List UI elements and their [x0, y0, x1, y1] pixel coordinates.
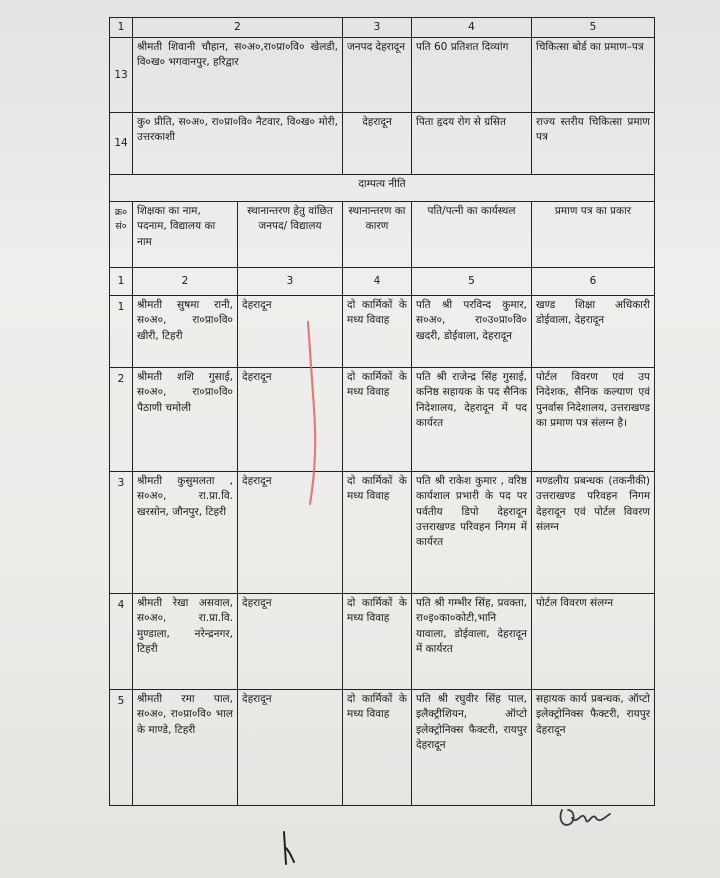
- bottom-col-number-4: 4: [343, 268, 412, 296]
- header-desired: स्थानान्तरण हेतु वांछित जनपद/ विद्यालय: [238, 202, 343, 268]
- bottom-col-number-6: 6: [532, 268, 655, 296]
- desired-district: देहरादून: [238, 594, 343, 690]
- desired-district: देहरादून: [238, 690, 343, 806]
- table-row: [110, 368, 655, 472]
- spouse-workplace: पति श्री राजेन्द्र सिंह गुसाई, कनिष्ठ सहायक के पद सैनिक निदेशालय, देहरादून में पद कार्यरत: [412, 368, 532, 472]
- teacher-name: श्रीमती रमा पाल, स०अ०, रा०प्रा०वि० भाल के माण्डे, टिहरी: [133, 690, 238, 806]
- header-name: शिक्षका का नाम, पदनाम, विद्यालय का नाम: [133, 202, 238, 268]
- desired-district: देहरादून: [238, 296, 343, 368]
- transfer-reason: दो कार्मिकों के मध्य विवाह: [343, 296, 412, 368]
- transfer-reason: दो कार्मिकों के मध्य विवाह: [343, 368, 412, 472]
- spouse-workplace: पति श्री परविन्द कुमार, स०अ०, रा०उ०प्रा०वि० खदरी, डोईवाला, देहरादून: [412, 296, 532, 368]
- bottom-col-number-row: [110, 268, 655, 296]
- row-serial: 5: [110, 690, 133, 806]
- row-serial: 4: [110, 594, 133, 690]
- certificate-type: पोर्टल विवरण एवं उप निदेशक, सैनिक कल्याण एवं पुनर्वास निदेशालय, उत्तराखण्ड का प्रमाण पत्र संलग्न है।: [532, 368, 655, 472]
- table-row: [110, 594, 655, 690]
- bottom-col-number-5: 5: [412, 268, 532, 296]
- top-col-number-2: 2: [133, 18, 343, 38]
- row-serial: 3: [110, 472, 133, 594]
- district: जनपद देहरादून: [343, 38, 412, 113]
- bottom-col-number-3: 3: [238, 268, 343, 296]
- row-serial: 2: [110, 368, 133, 472]
- table-row: [110, 472, 655, 594]
- row-serial: 14: [110, 113, 133, 175]
- spouse-workplace: पति श्री रघुवीर सिंह पाल, इलैक्ट्रीशियन, ऑप्टो इलेक्ट्रोनिक्स फैक्टरी, रायपुर देहरादून: [412, 690, 532, 806]
- certificate-type: पोर्टल विवरण संलग्न: [532, 594, 655, 690]
- top-col-number-1: 1: [110, 18, 133, 38]
- row-serial: 1: [110, 296, 133, 368]
- bottom-header-row: [110, 202, 655, 268]
- section-title-row: [110, 175, 655, 202]
- teacher-name: श्रीमती शशि गुसाई, स०अ०, रा०प्रा०वि० पैठाणी चमोली: [133, 368, 238, 472]
- certificate-type: खण्ड शिक्षा अधिकारी डोईवाला, देहरादून: [532, 296, 655, 368]
- table-row: [110, 296, 655, 368]
- district: देहरादून: [343, 113, 412, 175]
- top-col-number-row: [110, 18, 655, 38]
- row-serial: 13: [110, 38, 133, 113]
- teacher-name: श्रीमती कुसुमलता , स०अ०, रा.प्रा.वि. खरसोन, जौनपुर, टिहरी: [133, 472, 238, 594]
- red-pen-mark: [296, 318, 326, 508]
- desired-district: देहरादून: [238, 368, 343, 472]
- pen-mark: [276, 828, 300, 868]
- certificate: चिकित्सा बोर्ड का प्रमाण–पत्र: [532, 38, 655, 113]
- teacher-name: कु० प्रीति, स०अ०, रा०प्रा०वि० नैटवार, वि०ख० मोरी, उत्तरकाशी: [133, 113, 343, 175]
- transfer-table: [109, 17, 655, 806]
- section-title: दाम्पत्य नीति: [110, 175, 655, 202]
- table-row: [110, 690, 655, 806]
- teacher-name: श्रीमती शिवानी चौहान, स०अ०,रा०प्रा०वि० खेलडी, वि०ख० भगवानपुर, हरिद्वार: [133, 38, 343, 113]
- reason: पिता हृदय रोग से ग्रसित: [412, 113, 532, 175]
- certificate: राज्य स्तरीय चिकित्सा प्रमाण पत्र: [532, 113, 655, 175]
- spouse-workplace: पति श्री गम्भीर सिंह, प्रवक्ता, रा०इ०का०कोटी,भानि यावाला, डोईवाला, देहरादून में कार्यरत: [412, 594, 532, 690]
- certificate-type: सहायक कार्य प्रबन्धक, ऑप्टो इलेक्ट्रोनिक्स फैक्टरी, रायपुर देहरादून: [532, 690, 655, 806]
- header-sno: क्र० सं०: [110, 202, 133, 268]
- transfer-reason: दो कार्मिकों के मध्य विवाह: [343, 594, 412, 690]
- bottom-col-number-2: 2: [133, 268, 238, 296]
- teacher-name: श्रीमती सुषमा रानी, स०अ०, रा०प्रा०वि० खीरी, टिहरी: [133, 296, 238, 368]
- spouse-workplace: पति श्री राकेश कुमार , वरिष्ठ कार्यशाल प्रभारी के पद पर पर्वतीय डिपो देहरादून उत्तराखण्ड परिवहन निगम में कार्यरत: [412, 472, 532, 594]
- reason: पति 60 प्रतिशत दिव्यांग: [412, 38, 532, 113]
- signature-initials: [556, 798, 636, 838]
- table-row: [110, 113, 655, 175]
- top-col-number-3: 3: [343, 18, 412, 38]
- header-spouse: पति/पत्नी का कार्यस्थल: [412, 202, 532, 268]
- transfer-reason: दो कार्मिकों के मध्य विवाह: [343, 472, 412, 594]
- header-reason: स्थानान्तरण का कारण: [343, 202, 412, 268]
- top-col-number-5: 5: [532, 18, 655, 38]
- header-certificate: प्रमाण पत्र का प्रकार: [532, 202, 655, 268]
- teacher-name: श्रीमती रेखा असवाल, स०अ०, रा.प्रा.वि. मुण्डाला, नरेन्द्रनगर, टिहरी: [133, 594, 238, 690]
- desired-district: देहरादून: [238, 472, 343, 594]
- table-row: [110, 38, 655, 113]
- transfer-reason: दो कार्मिकों के मध्य विवाह: [343, 690, 412, 806]
- bottom-col-number-1: 1: [110, 268, 133, 296]
- top-col-number-4: 4: [412, 18, 532, 38]
- certificate-type: मण्डलीय प्रबन्धक (तकनीकी) उत्तराखण्ड परिवहन निगम देहरादून एवं पोर्टल विवरण संलग्न: [532, 472, 655, 594]
